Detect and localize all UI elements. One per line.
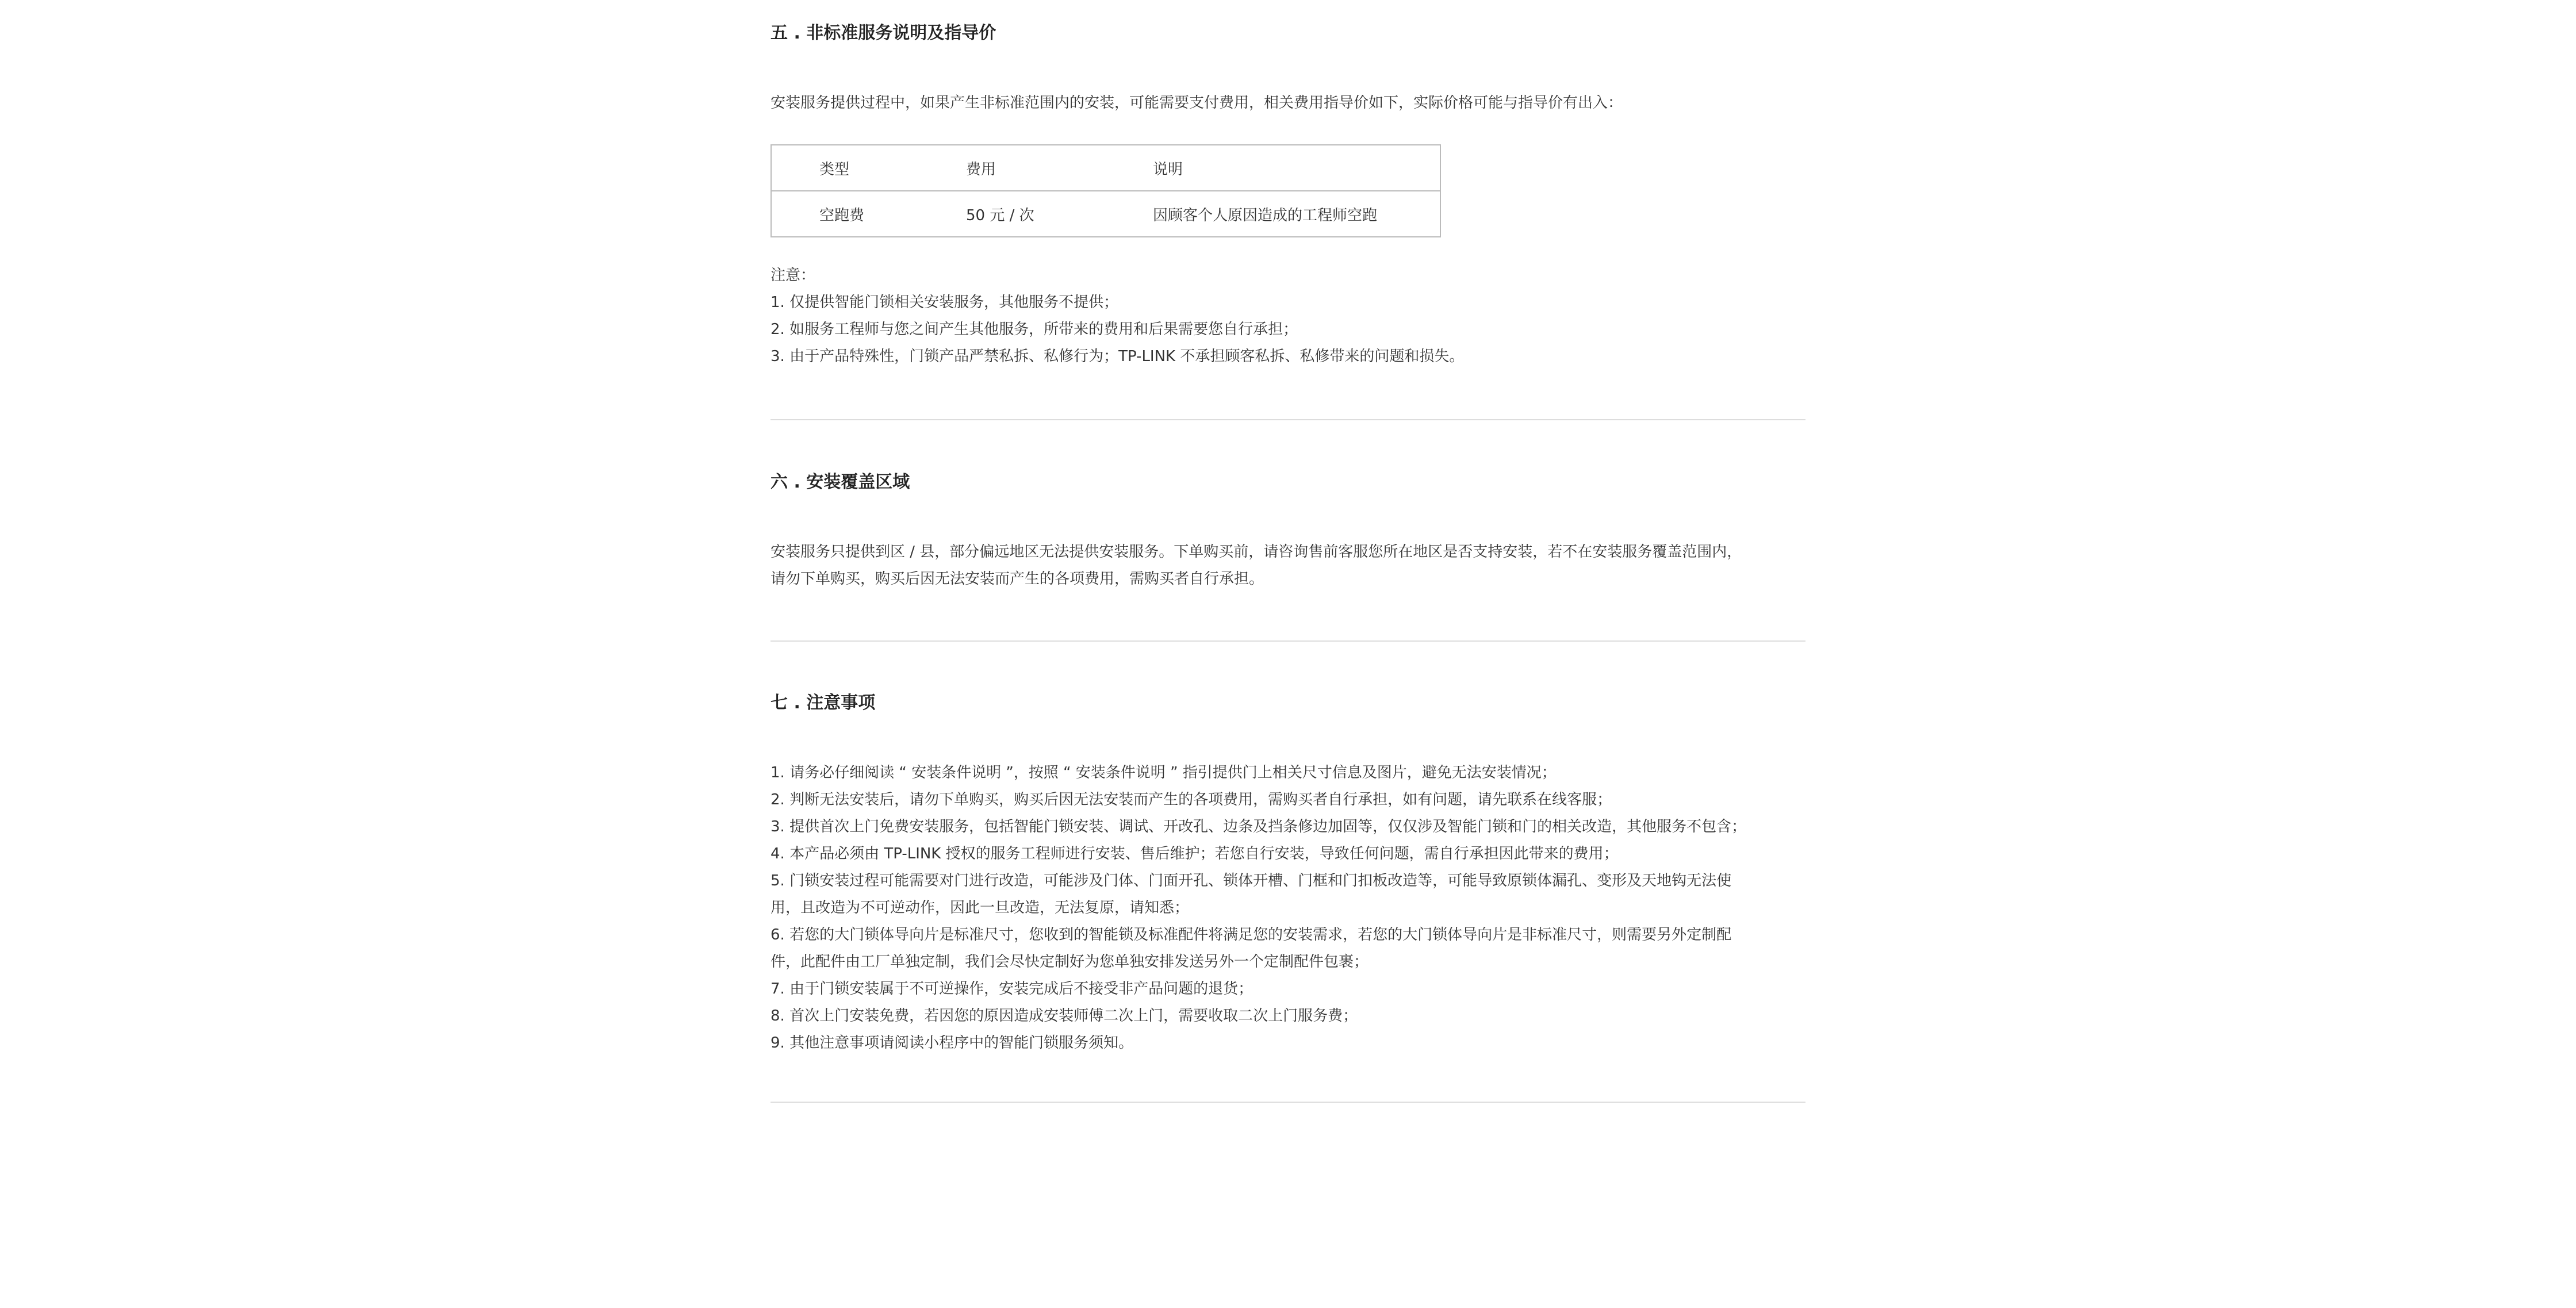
table-header-type: 类型 [819, 160, 850, 178]
table-row [771, 191, 1440, 237]
section7-title: 七 . 注意事项 [770, 693, 876, 713]
section6-line: 安装服务只提供到区 / 县，部分偏远地区无法提供安装服务。下单购买前，请咨询售前客服您所在地区是否支持安装，若不在安装服务覆盖范围内， [770, 543, 1742, 561]
notice-item: 2. 判断无法安装后，请勿下单购买，购买后因无法安装而产生的各项费用，需购买者自行承担，如有问题，请先联系在线客服； [770, 791, 1612, 808]
notice-item: 件，此配件由工厂单独定制，我们会尽快定制好为您单独安排发送另外一个定制配件包裹； [770, 953, 1369, 971]
section5-notes [770, 262, 1805, 370]
section6-title: 六 . 安装覆盖区域 [770, 472, 910, 492]
note-item: 3. 由于产品特殊性，门锁产品严禁私拆、私修行为；TP-LINK 不承担顾客私拆、私修带来的问题和损失。 [770, 348, 1465, 365]
table-header-description: 说明 [1153, 160, 1183, 178]
fee-table [770, 144, 1441, 237]
notice-item: 8. 首次上门安装免费，若因您的原因造成安装师傅二次上门，需要收取二次上门服务费； [770, 1007, 1358, 1025]
notice-item: 4. 本产品必须由 TP-LINK 授权的服务工程师进行安装、售后维护；若您自行安装，导致任何问题，需自行承担因此带来的费用； [770, 845, 1619, 862]
section-divider [770, 1102, 1805, 1103]
notice-item: 3. 提供首次上门免费安装服务，包括智能门锁安装、调试、开改孔、边条及挡条修边加固等，仅仅涉及智能门锁和门的相关改造，其他服务不包含； [770, 818, 1747, 835]
note-item: 1. 仅提供智能门锁相关安装服务，其他服务不提供； [770, 294, 1119, 311]
notice-item: 6. 若您的大门锁体导向片是标准尺寸，您收到的智能锁及标准配件将满足您的安装需求，若您的大门锁体导向片是非标准尺寸，则需要另外定制配 [770, 926, 1732, 943]
section5-intro-text: 安装服务提供过程中，如果产生非标准范围内的安装，可能需要支付费用，相关费用指导价如下，实际价格可能与指导价有出入： [770, 94, 1623, 112]
notice-item: 用，且改造为不可逆动作，因此一旦改造，无法复原，请知悉； [770, 899, 1190, 916]
notes-label: 注意： [770, 267, 816, 284]
section5-intro [770, 90, 1805, 117]
note-item: 2. 如服务工程师与您之间产生其他服务，所带来的费用和后果需要您自行承担； [770, 321, 1298, 338]
table-cell-fee: 50 元 / 次 [966, 191, 1153, 237]
table-cell-description: 因顾客个人原因造成的工程师空跑 [1153, 191, 1440, 237]
notice-item: 9. 其他注意事项请阅读小程序中的智能门锁服务须知。 [770, 1034, 1134, 1052]
section6-line: 请勿下单购买，购买后因无法安装而产生的各项费用，需购买者自行承担。 [770, 570, 1264, 588]
notice-item: 7. 由于门锁安装属于不可逆操作，安装完成后不接受非产品问题的退货； [770, 980, 1254, 998]
table-cell-type: 空跑费 [771, 191, 966, 237]
notice-item: 5. 门锁安装过程可能需要对门进行改造，可能涉及门体、门面开孔、锁体开槽、门框和门扣板改造等，可能导致原锁体漏孔、变形及天地钩无法使 [770, 872, 1732, 889]
table-header-row [771, 145, 1440, 191]
section5-title: 五 . 非标准服务说明及指导价 [770, 23, 996, 43]
section6-body [770, 539, 1805, 593]
section-divider [770, 419, 1805, 420]
section-divider [770, 640, 1805, 642]
table-header-fee: 费用 [966, 160, 996, 178]
section7-body [770, 760, 1805, 1057]
notice-item: 1. 请务必仔细阅读 “ 安装条件说明 ”，按照 “ 安装条件说明 ” 指引提供门上相关尺寸信息及图片，避免无法安装情况； [770, 764, 1557, 781]
